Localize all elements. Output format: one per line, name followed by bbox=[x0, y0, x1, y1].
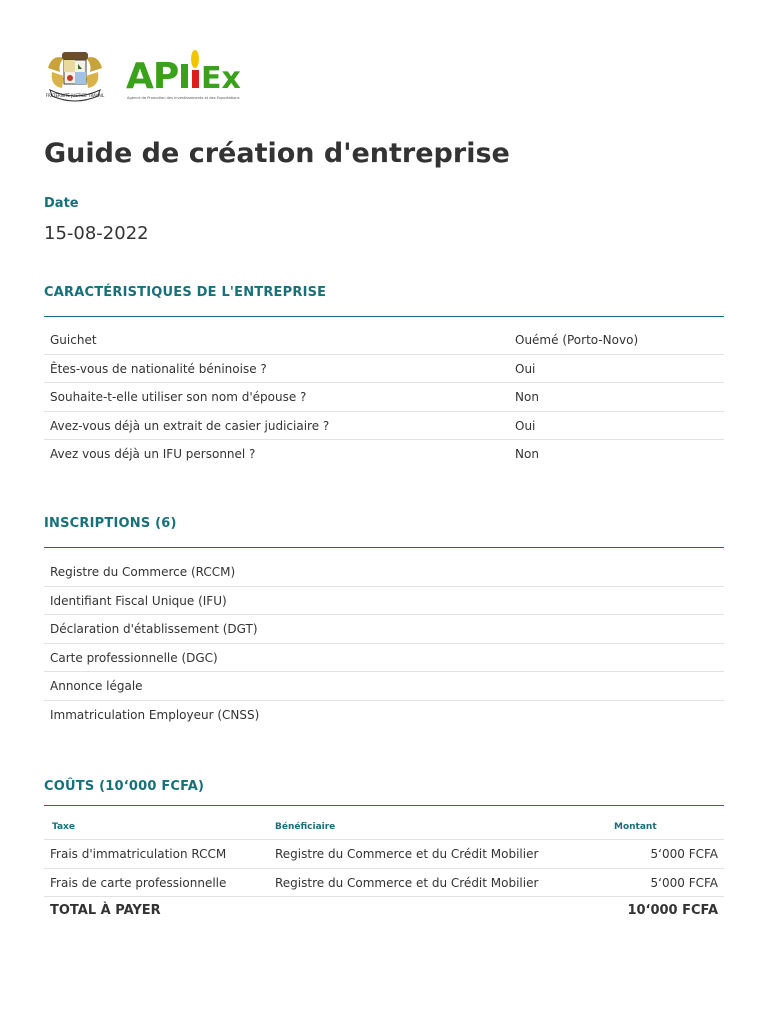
coat-motto: FRATERNITÉ JUSTICE TRAVAIL bbox=[45, 93, 105, 98]
total-row bbox=[44, 897, 724, 925]
svg-text:AP: AP bbox=[126, 56, 179, 97]
header-amount: Montant bbox=[614, 822, 657, 832]
answer: Non bbox=[515, 390, 539, 404]
date-label: Date bbox=[44, 196, 79, 211]
cost-tax: Frais d'immatriculation RCCM bbox=[50, 847, 227, 861]
list-item bbox=[44, 701, 724, 730]
list-item bbox=[44, 672, 724, 701]
header-beneficiary: Bénéficiaire bbox=[275, 822, 336, 832]
table-row bbox=[44, 326, 724, 355]
page-title: Guide de création d'entreprise bbox=[44, 138, 510, 169]
benin-coat-of-arms-icon bbox=[44, 46, 106, 104]
header-logos bbox=[44, 46, 244, 106]
inscriptions-divider bbox=[44, 547, 724, 548]
answer: Oui bbox=[515, 418, 536, 433]
table-row bbox=[44, 355, 724, 384]
cost-tax: Frais de carte professionnelle bbox=[50, 875, 227, 890]
answer: Ouémé (Porto-Novo) bbox=[515, 333, 639, 347]
table-row bbox=[44, 412, 724, 441]
inscription-label: Carte professionnelle (DGC) bbox=[50, 650, 218, 665]
date-value: 15-08-2022 bbox=[44, 223, 149, 244]
header-tax: Taxe bbox=[52, 822, 75, 832]
total-label: TOTAL À PAYER bbox=[50, 903, 161, 918]
inscriptions-section-title: INSCRIPTIONS (6) bbox=[44, 516, 177, 531]
costs-table-header bbox=[44, 818, 724, 840]
question: Avez vous déjà un IFU personnel ? bbox=[50, 447, 256, 461]
question: Souhaite-t-elle utiliser son nom d'épouse ? bbox=[50, 390, 307, 404]
list-item bbox=[44, 558, 724, 587]
inscription-label: Immatriculation Employeur (CNSS) bbox=[50, 707, 260, 722]
question: Guichet bbox=[50, 333, 97, 347]
list-item bbox=[44, 644, 724, 673]
apiex-logo bbox=[126, 46, 244, 104]
table-row bbox=[44, 840, 724, 869]
cost-amount: 5‘000 FCFA bbox=[650, 847, 718, 861]
svg-text:Ex: Ex bbox=[201, 61, 241, 96]
question: Avez-vous déjà un extrait de casier judiciaire ? bbox=[50, 418, 330, 433]
answer: Non bbox=[515, 447, 539, 461]
question: Êtes-vous de nationalité béninoise ? bbox=[50, 361, 267, 376]
table-row bbox=[44, 869, 724, 898]
costs-divider bbox=[44, 805, 724, 806]
list-item bbox=[44, 587, 724, 616]
table-row bbox=[44, 383, 724, 412]
total-amount: 10‘000 FCFA bbox=[627, 903, 718, 918]
table-row bbox=[44, 440, 724, 469]
inscription-label: Déclaration d'établissement (DGT) bbox=[50, 622, 258, 636]
cost-amount: 5‘000 FCFA bbox=[650, 875, 718, 890]
cost-beneficiary: Registre du Commerce et du Crédit Mobilier bbox=[275, 875, 539, 890]
inscription-label: Identifiant Fiscal Unique (IFU) bbox=[50, 593, 227, 608]
logo-tagline: Agence de Promotion des Investissements et des Exportations bbox=[127, 96, 240, 100]
costs-section-title: COÛTS (10‘000 FCFA) bbox=[44, 779, 205, 794]
characteristics-section-title: CARACTÉRISTIQUES DE L'ENTREPRISE bbox=[44, 285, 327, 300]
inscription-label: Annonce légale bbox=[50, 679, 143, 693]
answer: Oui bbox=[515, 361, 536, 376]
inscription-label: Registre du Commerce (RCCM) bbox=[50, 565, 236, 579]
cost-beneficiary: Registre du Commerce et du Crédit Mobilier bbox=[275, 847, 539, 861]
characteristics-table bbox=[44, 326, 724, 469]
characteristics-divider bbox=[44, 316, 724, 317]
inscriptions-list bbox=[44, 558, 724, 729]
list-item bbox=[44, 615, 724, 644]
